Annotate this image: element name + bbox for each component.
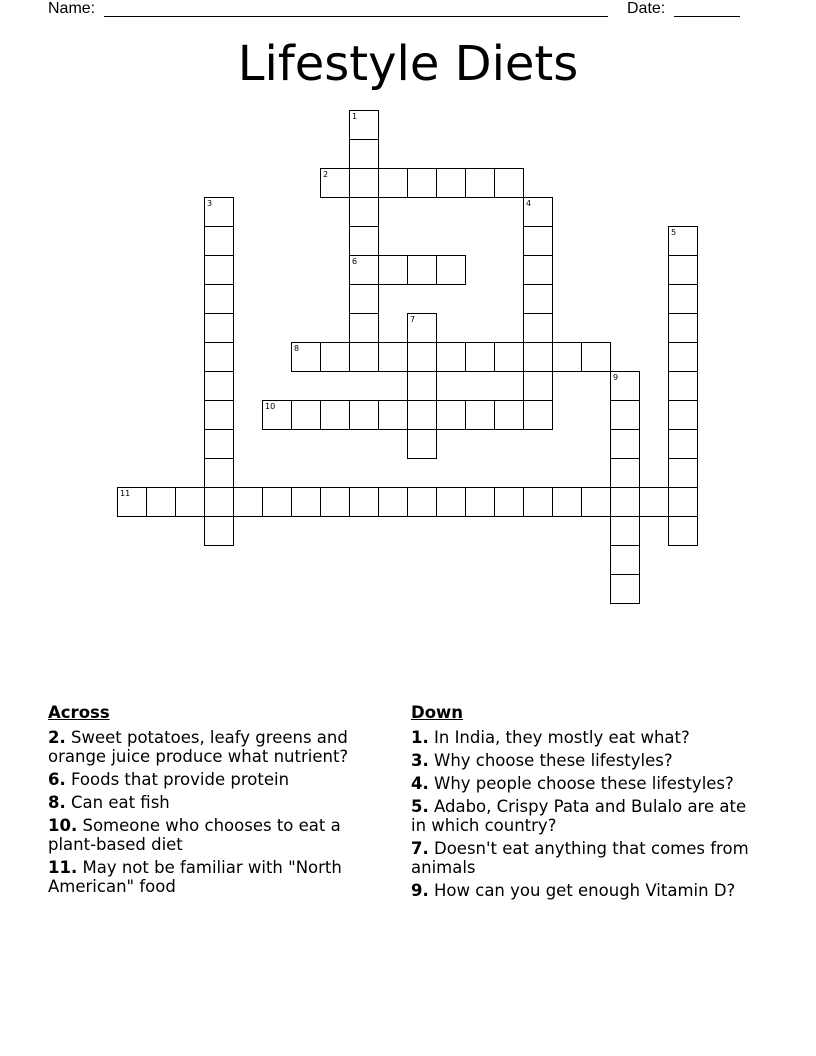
clue-down-9 — [411, 881, 751, 900]
grid-cell[interactable] — [291, 342, 321, 372]
grid-cell[interactable] — [349, 168, 379, 198]
clue-text: Can eat fish — [71, 793, 170, 812]
grid-cell[interactable] — [494, 342, 524, 372]
grid-cell[interactable] — [610, 487, 640, 517]
grid-cell[interactable] — [610, 574, 640, 604]
grid-cell[interactable] — [668, 516, 698, 546]
clue-number: 8. — [48, 793, 66, 812]
down-heading: Down — [411, 703, 464, 722]
grid-cell[interactable] — [523, 226, 553, 256]
grid-cell[interactable] — [465, 168, 495, 198]
clue-text: Adabo, Crispy Pata and Bulalo are ate in which country? — [411, 797, 747, 835]
grid-cell[interactable] — [668, 313, 698, 343]
grid-cell[interactable] — [436, 168, 466, 198]
grid-cell[interactable] — [436, 400, 466, 430]
grid-cell[interactable] — [204, 400, 234, 430]
grid-cell[interactable] — [349, 342, 379, 372]
grid-cell[interactable] — [668, 400, 698, 430]
grid-cell[interactable] — [639, 487, 669, 517]
clue-text: Foods that provide protein — [71, 770, 290, 789]
clue-across-8 — [48, 793, 388, 812]
grid-cell[interactable] — [523, 342, 553, 372]
grid-cell[interactable] — [262, 487, 292, 517]
grid-cell[interactable] — [610, 371, 640, 401]
grid-cell[interactable] — [175, 487, 205, 517]
date-label: Date: — [627, 0, 666, 17]
clue-down-3 — [411, 751, 751, 770]
grid-cell[interactable] — [668, 429, 698, 459]
grid-cell[interactable] — [349, 284, 379, 314]
grid-cell[interactable] — [204, 429, 234, 459]
grid-cell[interactable] — [378, 487, 408, 517]
clue-number-label: 8 — [294, 344, 300, 353]
grid-cell[interactable] — [233, 487, 263, 517]
grid-cell[interactable] — [407, 342, 437, 372]
grid-cell[interactable] — [668, 226, 698, 256]
grid-cell[interactable] — [494, 400, 524, 430]
clue-number-label: 6 — [352, 257, 358, 266]
grid-cell[interactable] — [349, 197, 379, 227]
clue-across-2 — [48, 728, 388, 766]
grid-cell[interactable] — [349, 313, 379, 343]
grid-cell[interactable] — [494, 487, 524, 517]
clue-across-11 — [48, 858, 388, 896]
grid-cell[interactable] — [523, 487, 553, 517]
grid-cell[interactable] — [407, 371, 437, 401]
grid-cell[interactable] — [204, 226, 234, 256]
clue-number-label: 2 — [323, 170, 329, 179]
grid-cell[interactable] — [465, 342, 495, 372]
grid-cell[interactable] — [668, 342, 698, 372]
clue-number-label: 10 — [265, 402, 276, 411]
clue-number: 9. — [411, 881, 429, 900]
clue-number: 3. — [411, 751, 429, 770]
clue-text: In India, they mostly eat what? — [434, 728, 690, 747]
grid-cell[interactable] — [291, 487, 321, 517]
clue-number-label: 7 — [410, 315, 416, 324]
clue-number-label: 11 — [120, 489, 131, 498]
clue-number-label: 1 — [352, 112, 358, 121]
clue-text: Why choose these lifestyles? — [434, 751, 673, 770]
grid-cell[interactable] — [204, 284, 234, 314]
grid-cell[interactable] — [552, 342, 582, 372]
grid-cell[interactable] — [465, 487, 495, 517]
grid-cell[interactable] — [204, 255, 234, 285]
grid-cell[interactable] — [349, 487, 379, 517]
grid-cell[interactable] — [668, 255, 698, 285]
grid-cell[interactable] — [204, 516, 234, 546]
clue-number-label: 9 — [613, 373, 619, 382]
clue-down-5 — [411, 797, 751, 835]
grid-cell[interactable] — [204, 342, 234, 372]
grid-cell[interactable] — [320, 400, 350, 430]
grid-cell[interactable] — [349, 400, 379, 430]
grid-cell[interactable] — [436, 342, 466, 372]
clue-text: Doesn't eat anything that comes from animals — [411, 839, 749, 877]
grid-cell[interactable] — [204, 487, 234, 517]
grid-cell[interactable] — [378, 342, 408, 372]
clue-text: How can you get enough Vitamin D? — [434, 881, 736, 900]
grid-cell[interactable] — [378, 168, 408, 198]
grid-cell[interactable] — [523, 284, 553, 314]
grid-cell[interactable] — [610, 429, 640, 459]
grid-cell[interactable] — [407, 168, 437, 198]
clue-across-10 — [48, 816, 388, 854]
clue-number-label: 3 — [207, 199, 213, 208]
grid-cell[interactable] — [291, 400, 321, 430]
grid-cell[interactable] — [610, 400, 640, 430]
clue-down-1 — [411, 728, 751, 747]
grid-cell[interactable] — [668, 371, 698, 401]
clue-number: 1. — [411, 728, 429, 747]
grid-cell[interactable] — [204, 313, 234, 343]
grid-cell[interactable] — [581, 487, 611, 517]
grid-cell[interactable] — [407, 429, 437, 459]
grid-cell[interactable] — [146, 487, 176, 517]
clue-text: Someone who chooses to eat a plant-based diet — [48, 816, 341, 854]
grid-cell[interactable] — [320, 168, 350, 198]
grid-cell[interactable] — [349, 139, 379, 169]
grid-cell[interactable] — [610, 458, 640, 488]
grid-cell[interactable] — [204, 458, 234, 488]
clue-text: Sweet potatoes, leafy greens and orange juice produce what nutrient? — [48, 728, 349, 766]
grid-cell[interactable] — [523, 197, 553, 227]
grid-cell[interactable] — [581, 342, 611, 372]
clue-number: 4. — [411, 774, 429, 793]
clue-number-label: 5 — [671, 228, 677, 237]
grid-cell[interactable] — [204, 197, 234, 227]
grid-cell[interactable] — [378, 255, 408, 285]
grid-cell[interactable] — [436, 255, 466, 285]
clue-down-4 — [411, 774, 751, 793]
grid-cell[interactable] — [407, 313, 437, 343]
grid-cell[interactable] — [465, 400, 495, 430]
grid-cell[interactable] — [349, 255, 379, 285]
clue-text: Why people choose these lifestyles? — [434, 774, 734, 793]
clue-number: 7. — [411, 839, 429, 858]
name-label: Name: — [48, 0, 96, 17]
page-title: Lifestyle Diets — [237, 36, 579, 92]
clue-down-7 — [411, 839, 751, 877]
grid-cell[interactable] — [407, 255, 437, 285]
grid-cell[interactable] — [262, 400, 292, 430]
grid-cell[interactable] — [407, 400, 437, 430]
grid-cell[interactable] — [117, 487, 147, 517]
grid-cell[interactable] — [552, 487, 582, 517]
grid-cell[interactable] — [523, 371, 553, 401]
grid-cell[interactable] — [610, 516, 640, 546]
clue-text: May not be familiar with "North American" food — [48, 858, 342, 896]
grid-cell[interactable] — [436, 487, 466, 517]
grid-cell[interactable] — [204, 371, 234, 401]
grid-cell[interactable] — [320, 342, 350, 372]
grid-cell[interactable] — [378, 400, 408, 430]
grid-cell[interactable] — [407, 487, 437, 517]
grid-cell[interactable] — [320, 487, 350, 517]
grid-cell[interactable] — [668, 458, 698, 488]
grid-cell[interactable] — [523, 400, 553, 430]
grid-cell[interactable] — [349, 110, 379, 140]
clue-number: 11. — [48, 858, 78, 877]
grid-cell[interactable] — [610, 545, 640, 575]
clue-number: 10. — [48, 816, 78, 835]
clue-across-6 — [48, 770, 388, 789]
down-clues — [411, 703, 751, 904]
grid-cell[interactable] — [668, 284, 698, 314]
across-heading: Across — [48, 703, 110, 722]
grid-cell[interactable] — [494, 168, 524, 198]
grid-cell[interactable] — [349, 226, 379, 256]
across-clues — [48, 703, 388, 900]
grid-cell[interactable] — [668, 487, 698, 517]
clue-number: 5. — [411, 797, 429, 816]
clue-number-label: 4 — [526, 199, 532, 208]
clue-number: 6. — [48, 770, 66, 789]
grid-cell[interactable] — [523, 255, 553, 285]
clue-number: 2. — [48, 728, 66, 747]
grid-cell[interactable] — [523, 313, 553, 343]
